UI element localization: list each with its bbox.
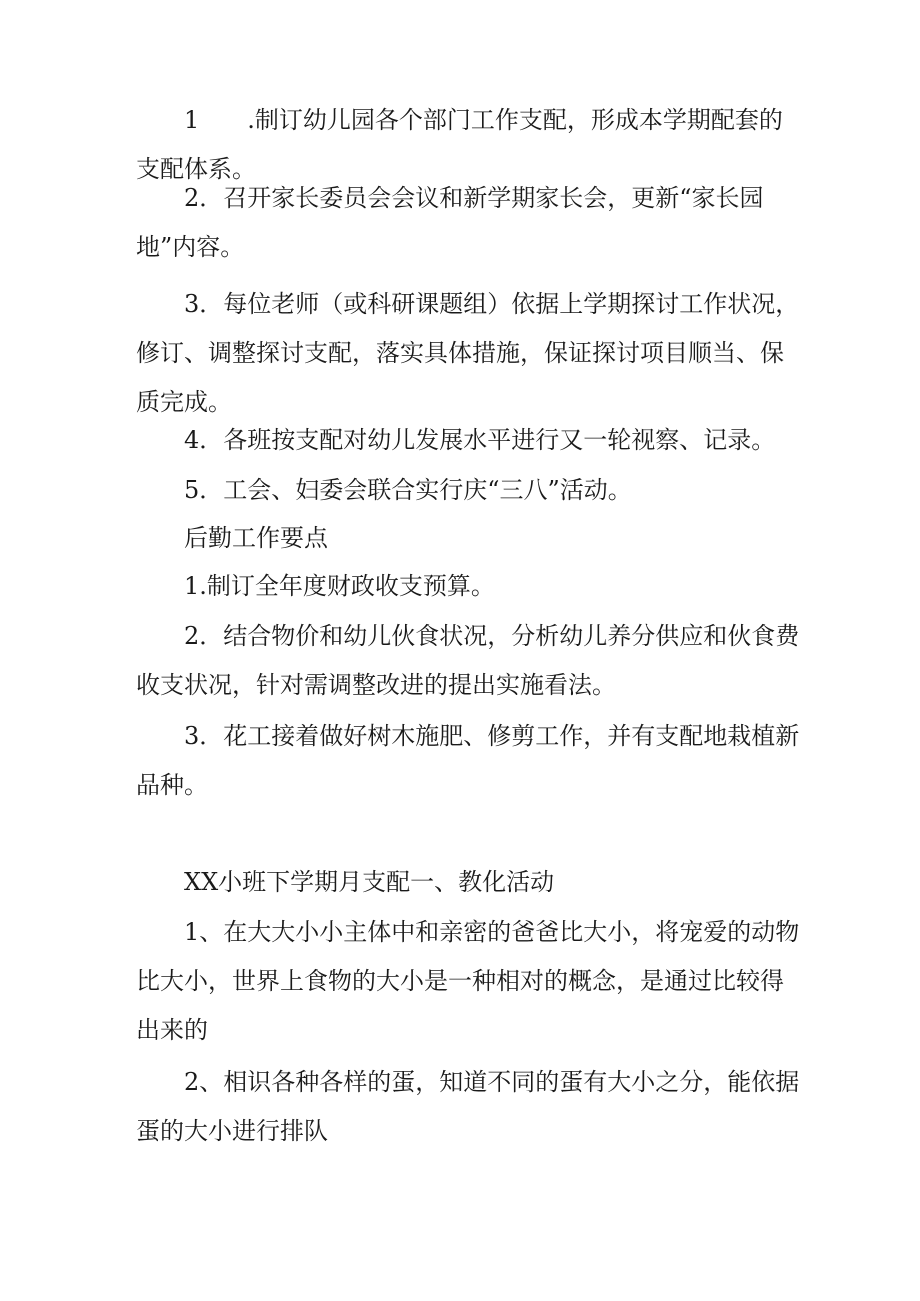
paragraph-size-comparison: 1、在大大小小主体中和亲密的爸爸比大小，将宠爱的动物比大小，世界上食物的大小是一种相对的概念，是通过比较得出来的: [136, 918, 800, 1044]
paragraph-budget: 1.制订全年度财政收支预算。: [184, 572, 495, 600]
paragraph-womens-day: 5．工会、妇委会联合实行庆“三八”活动。: [184, 476, 632, 504]
paragraph-eggs: 2、相识各种各样的蛋，知道不同的蛋有大小之分，能依据蛋的大小进行排队: [136, 1068, 800, 1145]
paragraph-observation: 4．各班按支配对幼儿发展水平进行又一轮视察、记录。: [184, 426, 776, 454]
paragraph-plan-system: 1 .制订幼儿园各个部门工作支配，形成本学期配套的支配体系。: [136, 106, 783, 183]
paragraph-research-plan: 3．每位老师（或科研课题组）依据上学期探讨工作状况，修订、调整探讨支配，落实具体措施，保证探讨项目顺当、保质完成。: [136, 290, 800, 416]
paragraph-nutrition: 2．结合物价和幼儿伙食状况，分析幼儿养分供应和伙食费收支状况，针对需调整改进的提出实施看法。: [136, 622, 800, 699]
paragraph-gardening: 3．花工接着做好树木施肥、修剪工作，并有支配地栽植新品种。: [136, 722, 800, 799]
section-heading-monthly-plan: XX小班下学期月支配一、教化活动: [184, 868, 555, 896]
section-heading-logistics: 后勤工作要点: [184, 524, 328, 552]
paragraph-parents-meeting: 2．召开家长委员会会议和新学期家长会，更新“家长园地”内容。: [136, 184, 764, 261]
